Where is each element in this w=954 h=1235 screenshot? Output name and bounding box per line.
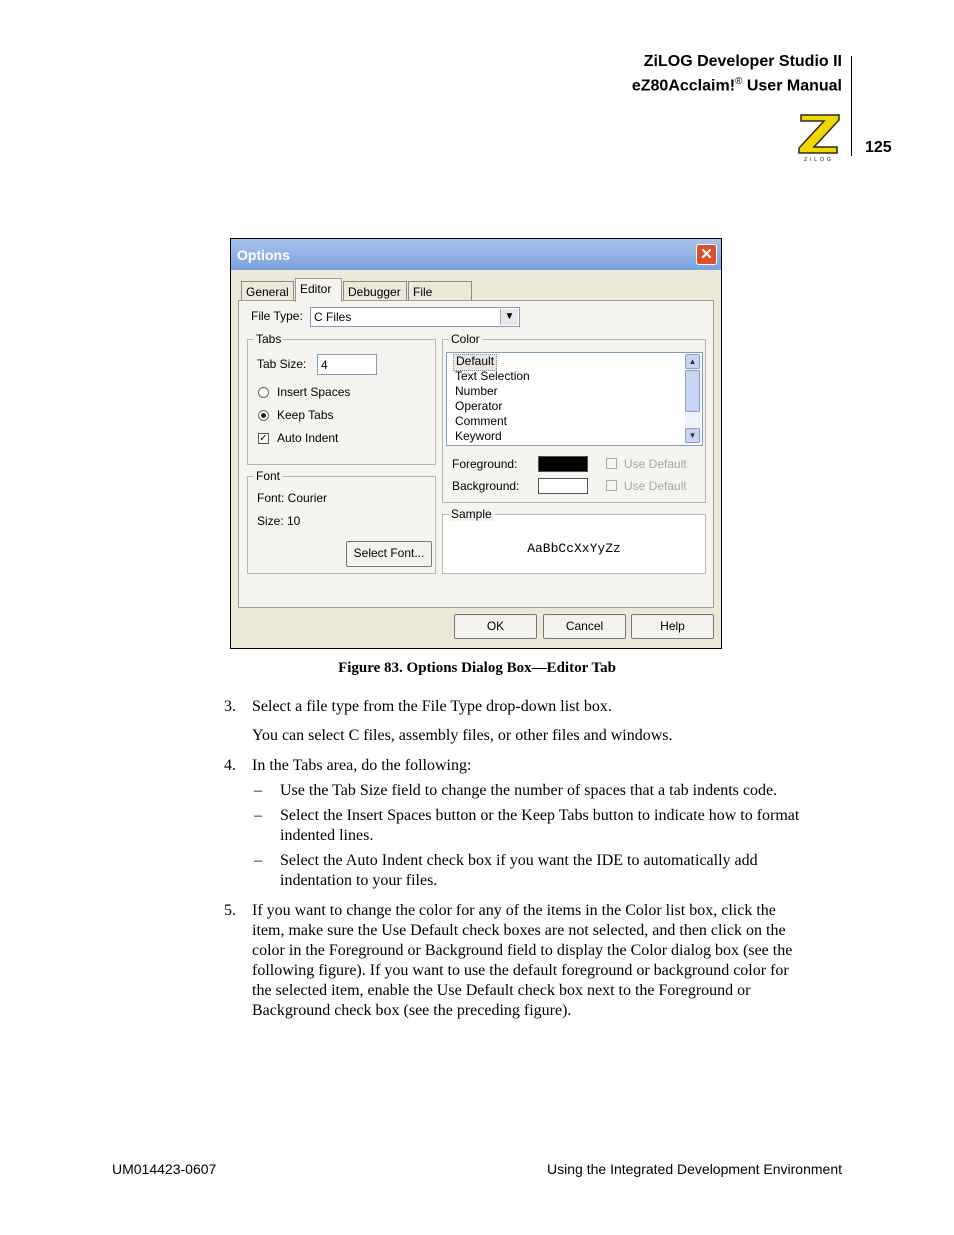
step-4-number: 4.	[224, 757, 236, 774]
sample-group	[442, 507, 706, 574]
auto-indent-checkbox[interactable]: ✓	[259, 433, 268, 444]
help-button[interactable]: Help	[631, 614, 714, 639]
insert-spaces-radio[interactable]	[258, 387, 269, 398]
file-type-value: C Files	[314, 310, 352, 324]
list-item-default[interactable]: Default	[453, 354, 497, 371]
step-5-line-2: item, make sure the Use Default check boxes are not selected, and then click on the	[252, 922, 786, 939]
tab-size-label: Tab Size:	[257, 357, 307, 371]
step-5-line-3: color in the Foreground or Background field to display the Color dialog box (see the	[252, 942, 793, 959]
close-button[interactable]	[696, 244, 717, 265]
background-use-default-checkbox[interactable]	[606, 480, 617, 491]
list-item-text-selection[interactable]: Text Selection	[455, 369, 530, 383]
list-item-number[interactable]: Number	[455, 384, 498, 398]
auto-indent-label: Auto Indent	[277, 431, 339, 445]
registered-mark: ®	[735, 76, 743, 87]
step-5-line-4: following figure). If you want to use the default foreground or background color for	[252, 962, 789, 979]
logo-text: ZiLOG	[804, 157, 834, 162]
foreground-color-swatch[interactable]	[538, 456, 588, 472]
footer-section-title: Using the Integrated Development Environment	[547, 1161, 842, 1177]
select-font-button[interactable]: Select Font...	[346, 541, 432, 567]
sample-text: AaBbCcXxYyZz	[527, 541, 621, 556]
scroll-thumb[interactable]	[685, 370, 700, 412]
file-type-label: File Type:	[251, 309, 303, 323]
font-name-text: Font: Courier	[257, 491, 328, 505]
dialog-title-bar	[231, 239, 721, 270]
bullet-2-line-2: indented lines.	[280, 827, 374, 844]
foreground-use-default-label: Use Default	[624, 457, 687, 471]
font-size-text: Size: 10	[257, 514, 301, 528]
scroll-up-icon[interactable]: ▲	[685, 354, 700, 369]
tab-file-types[interactable]: File	[408, 281, 472, 301]
font-group	[247, 469, 436, 574]
background-color-swatch[interactable]	[538, 478, 588, 494]
foreground-label: Foreground:	[452, 457, 518, 471]
footer-doc-id: UM014423-0607	[112, 1161, 217, 1177]
options-dialog	[230, 238, 722, 649]
color-list-scrollbar[interactable]	[685, 354, 701, 444]
step-5-line-5: the selected item, enable the Use Default check box next to the Foreground or	[252, 982, 751, 999]
keep-tabs-label: Keep Tabs	[277, 408, 334, 422]
tabs-group-label: Tabs	[256, 332, 282, 346]
list-item-operator[interactable]: Operator	[455, 399, 503, 413]
zilog-logo	[795, 112, 843, 162]
color-group-label: Color	[451, 332, 480, 346]
header-title-suffix: User Manual	[742, 77, 842, 95]
background-use-default-label: Use Default	[624, 479, 687, 493]
step-5-line-6: Background check box (see the preceding figure).	[252, 1002, 572, 1019]
bullet-2-dash: –	[254, 807, 262, 824]
tab-debugger[interactable]: Debugger	[343, 281, 407, 301]
bullet-2-line-1: Select the Insert Spaces button or the Keep Tabs button to indicate how to format	[280, 807, 800, 824]
keep-tabs-radio[interactable]	[258, 410, 269, 421]
header-title-line2	[632, 72, 842, 96]
chevron-down-icon[interactable]: ▼	[500, 309, 518, 325]
font-group-label: Font	[256, 469, 281, 483]
step-3-text: Select a file type from the File Type drop-down list box.	[252, 698, 612, 715]
step-3-number: 3.	[224, 698, 236, 715]
tab-size-input[interactable]	[317, 354, 377, 375]
header-title-product: eZ80Acclaim!	[631, 77, 736, 95]
color-group	[442, 332, 706, 503]
dialog-title: Options	[237, 247, 290, 263]
file-type-dropdown[interactable]	[310, 307, 520, 327]
cancel-button[interactable]: Cancel	[543, 614, 626, 639]
header-divider	[851, 56, 852, 156]
page-number: 125	[865, 139, 892, 156]
bullet-3-line-1: Select the Auto Indent check box if you want the IDE to automatically add	[280, 852, 758, 869]
step-5-line-1: If you want to change the color for any of the items in the Color list box, click the	[252, 902, 776, 919]
step-3-note: You can select C files, assembly files, or other files and windows.	[252, 727, 673, 744]
bullet-1-dash: –	[254, 782, 262, 799]
color-list[interactable]	[446, 352, 703, 446]
foreground-use-default-checkbox[interactable]	[606, 458, 617, 469]
bullet-1-line-1: Use the Tab Size field to change the number of spaces that a tab indents code.	[280, 782, 778, 799]
editor-tab-panel	[238, 300, 714, 608]
insert-spaces-label: Insert Spaces	[277, 385, 351, 399]
close-icon: ✕	[700, 246, 713, 263]
scroll-down-icon[interactable]: ▼	[685, 428, 700, 443]
tab-general[interactable]: General	[241, 281, 294, 301]
step-4-text: In the Tabs area, do the following:	[252, 757, 472, 774]
figure-caption: Figure 83. Options Dialog Box—Editor Tab	[338, 660, 616, 676]
tabs-group	[247, 332, 436, 465]
list-item-keyword[interactable]: Keyword	[455, 429, 502, 443]
sample-group-label: Sample	[451, 507, 492, 521]
step-5-number: 5.	[224, 902, 236, 919]
ok-button[interactable]: OK	[454, 614, 537, 639]
bullet-3-line-2: indentation to your files.	[280, 872, 438, 889]
list-item-comment[interactable]: Comment	[455, 414, 508, 428]
background-label: Background:	[452, 479, 520, 493]
header-title-line1: ZiLOG Developer Studio II	[643, 53, 842, 70]
tab-editor[interactable]: Editor	[295, 278, 342, 302]
bullet-3-dash: –	[254, 852, 262, 869]
